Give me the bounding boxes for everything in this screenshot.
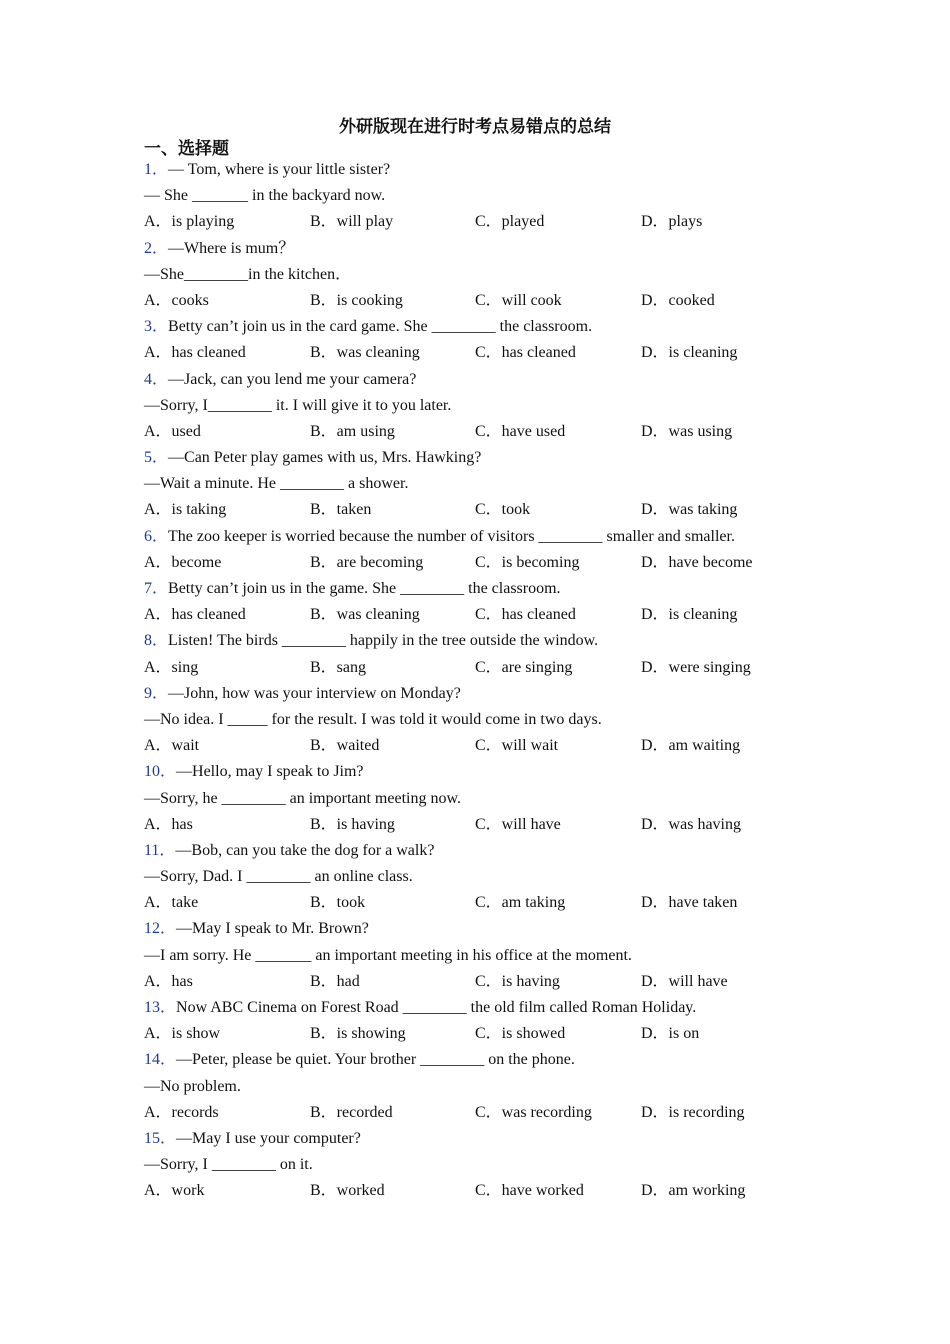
question-text: —No idea. I _____ for the result. I was told it would come in two days.: [144, 710, 602, 728]
question-number: 3．: [144, 318, 169, 336]
question-number: 8．: [144, 632, 169, 650]
option-a: A．has cleaned: [144, 606, 246, 624]
question-line: [144, 1152, 804, 1178]
option-b: B．worked: [310, 1182, 385, 1200]
answer-options: [144, 288, 804, 314]
option-b: B．will play: [310, 213, 394, 231]
question-line: [144, 393, 804, 419]
option-b: B．sang: [310, 658, 367, 676]
question-stem: [144, 524, 804, 550]
question-stem: [144, 1047, 804, 1073]
question-text: — She _______ in the backyard now.: [144, 187, 386, 205]
option-d: D．is on: [641, 1025, 700, 1043]
option-c: C．will cook: [475, 291, 562, 309]
answer-options: [144, 733, 804, 759]
answer-options: [144, 1021, 804, 1047]
option-a: A．wait: [144, 737, 200, 755]
answer-options: [144, 1100, 804, 1126]
question-line: [144, 943, 804, 969]
question-stem: [144, 314, 804, 340]
question-number: 5．: [144, 449, 169, 467]
answer-options: [144, 209, 804, 235]
question-text: —I am sorry. He _______ an important meeting in his office at the moment.: [144, 946, 632, 964]
question-text: —Sorry, I ________ on it.: [144, 1156, 313, 1174]
question-number: 12．: [144, 920, 177, 938]
question-stem: [144, 1126, 804, 1152]
option-c: C．will wait: [475, 737, 559, 755]
answer-options: [144, 812, 804, 838]
question-stem: [144, 681, 804, 707]
question-stem: [144, 576, 804, 602]
question-item: [144, 1047, 804, 1126]
option-d: D．will have: [641, 972, 728, 990]
question-text: —No problem.: [144, 1077, 241, 1095]
option-c: C．is showed: [475, 1025, 566, 1043]
question-item: [144, 681, 804, 760]
question-text: —She________in the kitchen．: [144, 265, 352, 283]
option-a: A．has: [144, 972, 193, 990]
option-a: A．cooks: [144, 291, 209, 309]
question-item: [144, 524, 804, 576]
question-stem: [144, 916, 804, 942]
option-c: C．have used: [475, 422, 566, 440]
question-text: —John, how was your interview on Monday?: [168, 684, 461, 702]
question-text: Now ABC Cinema on Forest Road ________ the old film called Roman Holiday.: [176, 999, 697, 1016]
answer-options: [144, 1178, 804, 1204]
option-a: A．has: [144, 815, 193, 833]
option-a: A．sing: [144, 658, 199, 676]
answer-options: [144, 340, 804, 366]
question-item: [144, 367, 804, 446]
question-number: 10．: [144, 763, 177, 781]
question-number: 1．: [144, 161, 169, 178]
option-a: A．used: [144, 422, 201, 440]
question-text: —May I use your computer?: [176, 1129, 361, 1147]
question-text: —May I speak to Mr. Brown?: [176, 920, 369, 938]
question-stem: [144, 628, 804, 654]
question-number: 15．: [144, 1129, 177, 1147]
option-c: C．has cleaned: [475, 606, 576, 624]
question-item: [144, 838, 804, 917]
option-c: C．is becoming: [475, 553, 580, 571]
question-line: [144, 262, 804, 288]
answer-options: [144, 419, 804, 445]
option-b: B．are becoming: [310, 553, 424, 571]
question-number: 13．: [144, 999, 177, 1016]
option-a: A．records: [144, 1103, 219, 1121]
question-text: —Hello, may I speak to Jim?: [176, 763, 364, 781]
option-d: D．cooked: [641, 291, 715, 309]
question-text: —Sorry, Dad. I ________ an online class.: [144, 868, 413, 886]
option-b: B．had: [310, 972, 360, 990]
question-line: [144, 471, 804, 497]
question-number: 2．: [144, 239, 169, 257]
question-text: —Jack, can you lend me your camera?: [168, 370, 417, 388]
option-b: B．am using: [310, 422, 395, 440]
option-a: A．is taking: [144, 501, 227, 519]
option-d: D．is cleaning: [641, 344, 738, 362]
question-stem: [144, 759, 804, 785]
option-d: D．have taken: [641, 894, 738, 912]
option-d: D．is cleaning: [641, 606, 738, 624]
option-c: C．has cleaned: [475, 344, 576, 362]
question-text: Betty can’t join us in the game. She ________ the classroom.: [168, 580, 561, 597]
question-item: [144, 628, 804, 680]
question-number: 4．: [144, 370, 169, 388]
question-text: —Can Peter play games with us, Mrs. Hawking?: [168, 449, 482, 467]
option-d: D．was taking: [641, 501, 738, 519]
option-d: D．was having: [641, 815, 741, 833]
option-d: D．am waiting: [641, 737, 741, 755]
question-text: —Peter, please be quiet. Your brother ________ on the phone.: [176, 1051, 575, 1069]
option-c: C．was recording: [475, 1103, 592, 1121]
answer-options: [144, 655, 804, 681]
question-item: [144, 314, 804, 366]
option-c: C．are singing: [475, 658, 573, 676]
answer-options: [144, 550, 804, 576]
option-d: D．am working: [641, 1182, 746, 1200]
question-number: 7．: [144, 580, 169, 597]
question-item: [144, 1126, 804, 1205]
question-stem: [144, 445, 804, 471]
question-stem: [144, 995, 804, 1021]
option-b: B．was cleaning: [310, 344, 420, 362]
question-list: [144, 157, 804, 1205]
option-b: B．is showing: [310, 1025, 406, 1043]
option-b: B．is having: [310, 815, 395, 833]
question-line: [144, 1074, 804, 1100]
question-line: [144, 183, 804, 209]
option-b: B．is cooking: [310, 291, 403, 309]
option-a: A．take: [144, 894, 199, 912]
question-text: —Where is mum？: [168, 239, 295, 257]
question-text: The zoo keeper is worried because the number of visitors ________ smaller and smaller.: [168, 527, 735, 545]
option-b: B．waited: [310, 737, 380, 755]
question-number: 11．: [144, 841, 176, 859]
question-text: —Wait a minute. He ________ a shower.: [144, 475, 409, 493]
option-c: C．took: [475, 501, 531, 519]
option-a: A．is playing: [144, 213, 235, 231]
question-item: [144, 157, 804, 236]
question-item: [144, 445, 804, 524]
option-b: B．was cleaning: [310, 606, 420, 624]
question-text: —Sorry, he ________ an important meeting now.: [144, 789, 461, 807]
option-b: B．taken: [310, 501, 372, 519]
option-c: C．played: [475, 213, 545, 231]
question-text: — Tom, where is your little sister?: [168, 161, 391, 178]
answer-options: [144, 602, 804, 628]
option-d: D．have become: [641, 553, 753, 571]
question-item: [144, 236, 804, 315]
question-text: Betty can’t join us in the card game. She ________ the classroom.: [168, 318, 593, 336]
question-number: 14．: [144, 1051, 177, 1069]
question-line: [144, 786, 804, 812]
question-item: [144, 916, 804, 995]
question-stem: [144, 236, 804, 262]
option-c: C．is having: [475, 972, 560, 990]
option-d: D．plays: [641, 213, 703, 231]
question-text: —Bob, can you take the dog for a walk?: [175, 841, 435, 859]
question-line: [144, 864, 804, 890]
option-c: C．will have: [475, 815, 561, 833]
question-stem: [144, 367, 804, 393]
section-heading: 一、选择题: [144, 139, 229, 159]
option-a: A．become: [144, 553, 222, 571]
option-d: D．were singing: [641, 658, 751, 676]
option-a: A．is show: [144, 1025, 221, 1043]
question-stem: [144, 157, 804, 183]
answer-options: [144, 497, 804, 523]
question-line: [144, 707, 804, 733]
question-number: 9．: [144, 684, 169, 702]
option-d: D．is recording: [641, 1103, 745, 1121]
option-c: C．am taking: [475, 894, 566, 912]
answer-options: [144, 890, 804, 916]
option-d: D．was using: [641, 422, 733, 440]
answer-options: [144, 969, 804, 995]
option-c: C．have worked: [475, 1182, 584, 1200]
question-text: Listen! The birds ________ happily in the tree outside the window.: [168, 632, 599, 650]
option-a: A．work: [144, 1182, 205, 1200]
question-text: —Sorry, I________ it. I will give it to you later.: [144, 396, 452, 414]
option-b: B．recorded: [310, 1103, 393, 1121]
document-title: 外研版现在进行时考点易错点的总结: [339, 117, 611, 137]
question-item: [144, 576, 804, 628]
question-stem: [144, 838, 804, 864]
question-number: 6．: [144, 527, 169, 545]
question-item: [144, 995, 804, 1047]
option-b: B．took: [310, 894, 366, 912]
option-a: A．has cleaned: [144, 344, 246, 362]
question-item: [144, 759, 804, 838]
